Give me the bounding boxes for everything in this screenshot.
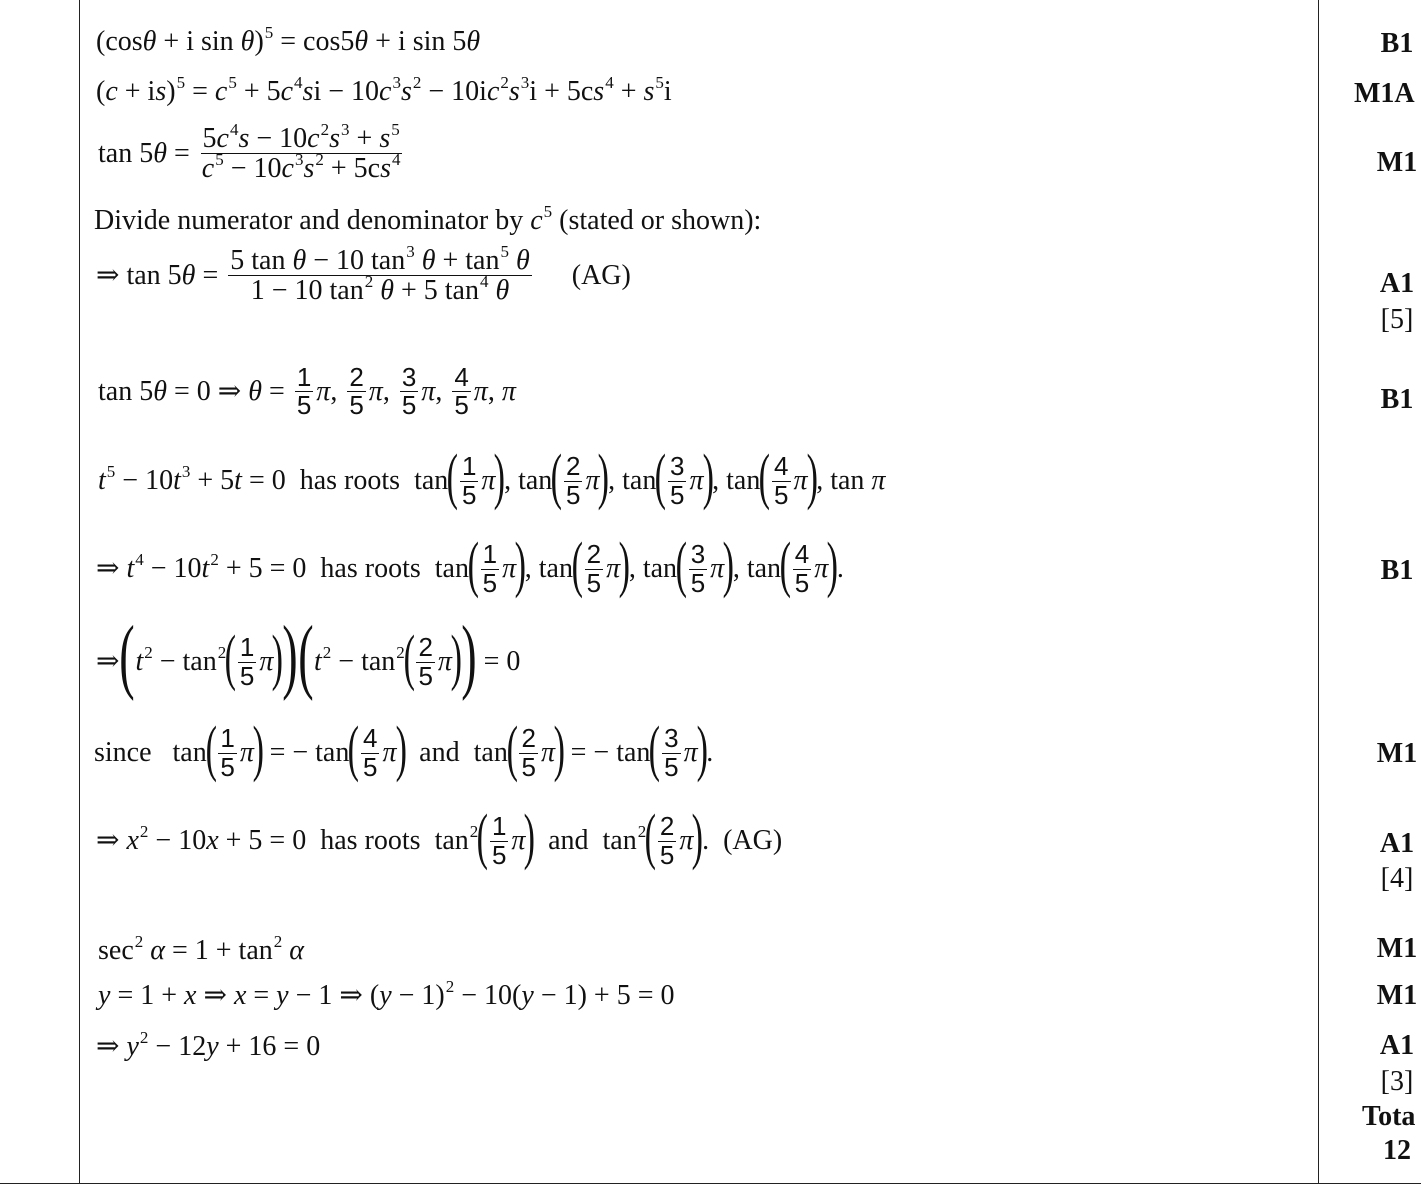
mark-m1-line13: M1: [1376, 980, 1418, 1011]
working-line-10: since tan( $\frac{1}{5}$ π) = − tan( $\frac{4}{5}$ π) and tan( $\frac{2}{5}$ π) = − tan( $\frac{3}{5}$ π).: [94, 715, 714, 783]
has-roots-label-2: has roots: [320, 553, 421, 584]
total-value: 12: [1383, 1135, 1411, 1166]
working-line-4: Divide numerator and denominator by $c^5$ (stated or shown):: [94, 202, 762, 236]
working-line-6: tan 5θ = 0 ⇒ θ = $\frac{1}{5}$ π, $\frac{2}{5}$ π, $\frac{3}{5}$ π, $\frac{4}{5}$ π, π: [98, 362, 516, 421]
has-roots-label-3: has roots: [320, 825, 421, 856]
working-line-14: ⇒ $y^2 - 12y + 16 = 0$: [96, 1028, 321, 1062]
divide-note: Divide numerator and denominator by: [94, 205, 524, 236]
mark-a1-line5: A1: [1379, 268, 1415, 299]
working-line-12: $\sec^2 \alpha = 1 + \tan^2 \alpha$: [98, 932, 304, 966]
working-line-1: (cosθ + i sin θ)$^5$ = cos5θ + i sin 5θ: [96, 23, 481, 57]
mark-m1-line12: M1: [1376, 933, 1418, 964]
left-border: [79, 0, 80, 1184]
working-line-2: $(c + is)^5 = c^5 + 5c^4si - 10c^3s^2 - 10ic^2s^3i + 5cs^4 + s^5i$: [96, 73, 672, 107]
mark-m1a-line2: M1A: [1354, 78, 1415, 109]
mark-b1-line8: B1: [1380, 555, 1414, 586]
has-roots-label-1: has roots: [299, 465, 401, 496]
working-line-5: ⇒ tan 5θ = $\frac{5 \tan \theta - 10 \tan^3 \theta + \tan^5 \theta}{1 - 10 \tan^2 \theta + 5 \tan^4 \theta}$ (AG): [96, 242, 631, 307]
marks-column-border: [1318, 0, 1319, 1184]
working-line-8: ⇒ $t^4 - 10t^2 + 5 = 0$ has roots tan( $\frac{1}{5}$ π), tan( $\frac{2}{5}$ π), tan( $\frac{3}{5}$ π), tan( $\frac{4}{5}$ π).: [96, 531, 844, 599]
ag-note-2: (AG): [723, 825, 783, 856]
mark-a1-line11: A1: [1379, 828, 1415, 859]
working-line-13: y = 1 + x ⇒ x = y − 1 ⇒ $(y - 1)^2 - 10(y - 1) + 5 = 0$: [98, 977, 675, 1011]
mark-b1-line1: B1: [1380, 28, 1414, 59]
working-line-11: ⇒ $x^2 - 10x + 5 = 0$ has roots $\tan^2$( $\frac{1}{5}$ π) and $\tan^2$( $\frac{2}{5}$ π). (AG): [96, 803, 783, 871]
part-c-total: [3]: [1380, 1066, 1414, 1097]
bottom-border: [0, 1183, 1421, 1184]
total-label: Tota: [1362, 1101, 1416, 1132]
part-b-total: [4]: [1380, 863, 1414, 894]
and-label-2: and: [548, 825, 589, 856]
and-label-1: and: [419, 737, 460, 768]
divide-note-tail: (stated or shown):: [559, 205, 762, 236]
working-line-9: $\Rightarrow(t^2 - \tan^2$( $\frac{1}{5}$ $\pi))(t^2 - \tan^2$( $\frac{2}{5}$ π)) = 0: [96, 609, 521, 702]
working-line-3: tan 5θ = $\frac{5c^4s - 10c^2s^3 + s^5}{c^5 - 10c^3s^2 + 5cs^4}$: [98, 120, 401, 185]
mark-a1-line14: A1: [1379, 1030, 1415, 1061]
ag-note-1: (AG): [571, 259, 631, 291]
mark-m1-line3: M1: [1376, 147, 1418, 178]
mark-b1-line6: B1: [1380, 384, 1414, 415]
since-label: since: [94, 737, 152, 768]
mark-m1-line10: M1: [1376, 738, 1418, 769]
working-line-7: $t^5 - 10t^3 + 5t = 0$ has roots tan( $\frac{1}{5}$ π), tan( $\frac{2}{5}$ π), tan( $\frac{3}{5}$ π), tan( $\frac{4}{5}$ π), tan π: [98, 443, 886, 511]
part-a-total: [5]: [1380, 304, 1414, 335]
